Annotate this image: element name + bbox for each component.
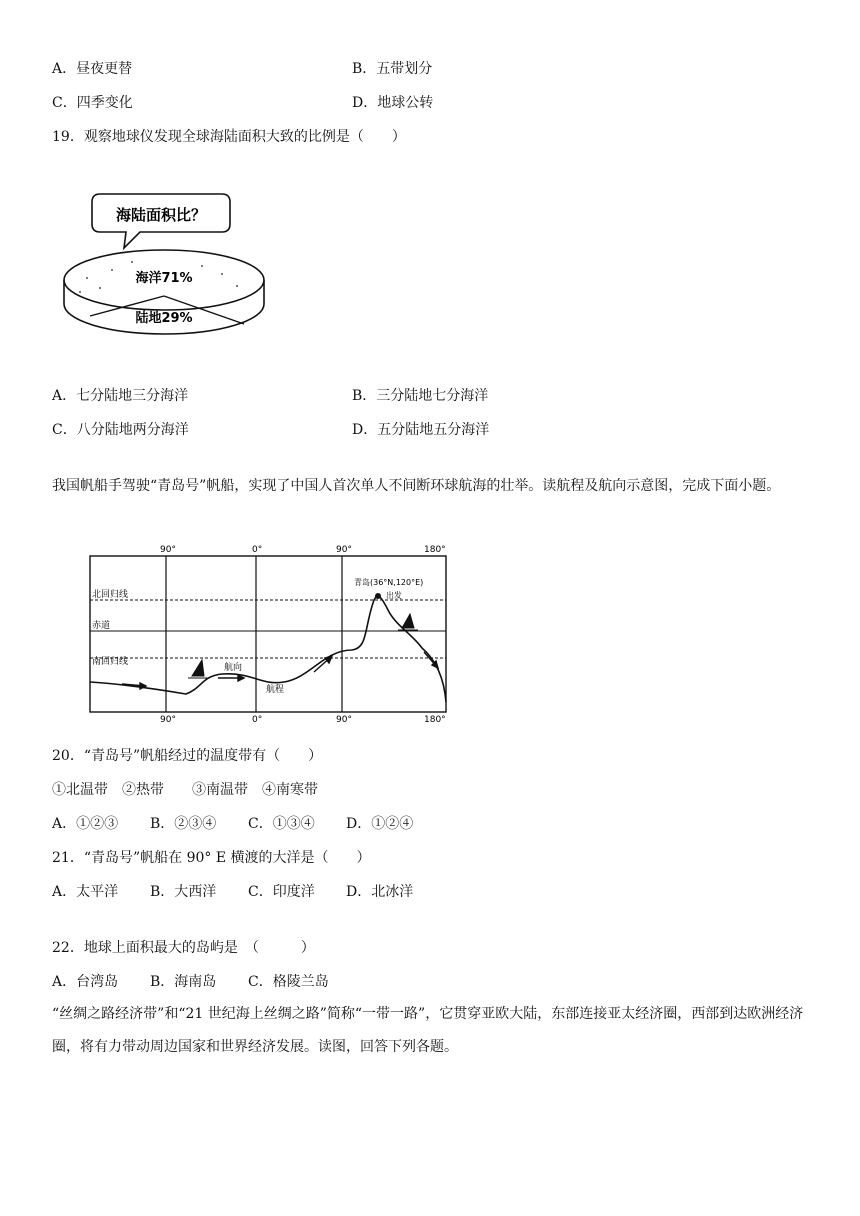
q20-option-c: C．①③④	[248, 816, 315, 832]
q20-option-d: D．①②④	[346, 816, 414, 832]
q20-stem: 20．“青岛号”帆船经过的温度带有（ ）	[52, 748, 323, 764]
q21-option-b: B．大西洋	[150, 884, 217, 900]
passage-belt-road: “丝绸之路经济带”和“21 世纪海上丝绸之路”简称“一带一路”，它贯穿亚欧大陆，东部连接亚太经济圈，西部到达欧洲经济圈，将有力带动周边国家和世界经济发展。读图，回答下列各题。	[52, 1006, 804, 1055]
top-lon-label-2: 0°	[252, 545, 263, 555]
land-sea-ratio-figure	[52, 188, 282, 358]
bubble-text: 海陆面积比？	[115, 206, 207, 224]
q22-option-b: B．海南岛	[150, 974, 217, 990]
ocean-label: 海洋71%	[135, 271, 193, 286]
top-lon-label-3: 90°	[336, 545, 352, 555]
course-label: 航向	[224, 663, 243, 673]
bottom-lon-label-1: 90°	[160, 715, 176, 725]
q19-option-c: C．八分陆地两分海洋	[52, 422, 189, 438]
q18-option-c: C．四季变化	[52, 95, 133, 111]
q20-option-b: B．②③④	[150, 816, 217, 832]
lat-label-tropic-capricorn: 南回归线	[92, 657, 129, 667]
lat-label-tropic-cancer: 北回归线	[92, 590, 129, 600]
q20-items: ①北温带 ②热带 ③南温带 ④南寒带	[52, 782, 318, 798]
q22-option-a: A．台湾岛	[52, 974, 119, 990]
q21-option-a: A．太平洋	[52, 884, 119, 900]
depart-label: 出发	[386, 591, 402, 600]
q18-option-a: A．昼夜更替	[52, 61, 133, 77]
start-point	[375, 593, 381, 599]
top-lon-label-4: 180°	[424, 545, 446, 555]
sailing-route-map	[52, 538, 452, 728]
q20-option-a: A．①②③	[52, 816, 119, 832]
land-label: 陆地29%	[135, 311, 193, 326]
q21-stem: 21．“青岛号”帆船在 90° E 横渡的大洋是（ ）	[52, 850, 371, 866]
bottom-lon-label-4: 180°	[424, 715, 446, 725]
q18-option-d: D．地球公转	[352, 95, 434, 111]
q19-option-b: B．三分陆地七分海洋	[352, 388, 489, 404]
q21-option-c: C．印度洋	[248, 884, 315, 900]
q19-stem: 19．观察地球仪发现全球海陆面积大致的比例是（ ）	[52, 129, 406, 145]
bottom-lon-label-2: 0°	[252, 715, 263, 725]
passage-sailing: 我国帆船手驾驶“青岛号”帆船，实现了中国人首次单人不间断环球航海的壮举。读航程及航向示意图，完成下面小题。	[52, 478, 781, 494]
top-lon-label-1: 90°	[160, 545, 176, 555]
q19-option-a: A．七分陆地三分海洋	[52, 388, 189, 404]
q22-stem: 22．地球上面积最大的岛屿是 （ ）	[52, 940, 315, 956]
bottom-lon-label-3: 90°	[336, 715, 352, 725]
q19-option-d: D．五分陆地五分海洋	[352, 422, 490, 438]
q22-option-c: C．格陵兰岛	[248, 974, 329, 990]
lat-label-equator: 赤道	[92, 621, 111, 631]
route-label: 航程	[266, 685, 285, 695]
q21-option-d: D．北冰洋	[346, 884, 414, 900]
start-label: 青岛(36°N,120°E)	[354, 578, 424, 587]
q18-option-b: B．五带划分	[352, 61, 433, 77]
